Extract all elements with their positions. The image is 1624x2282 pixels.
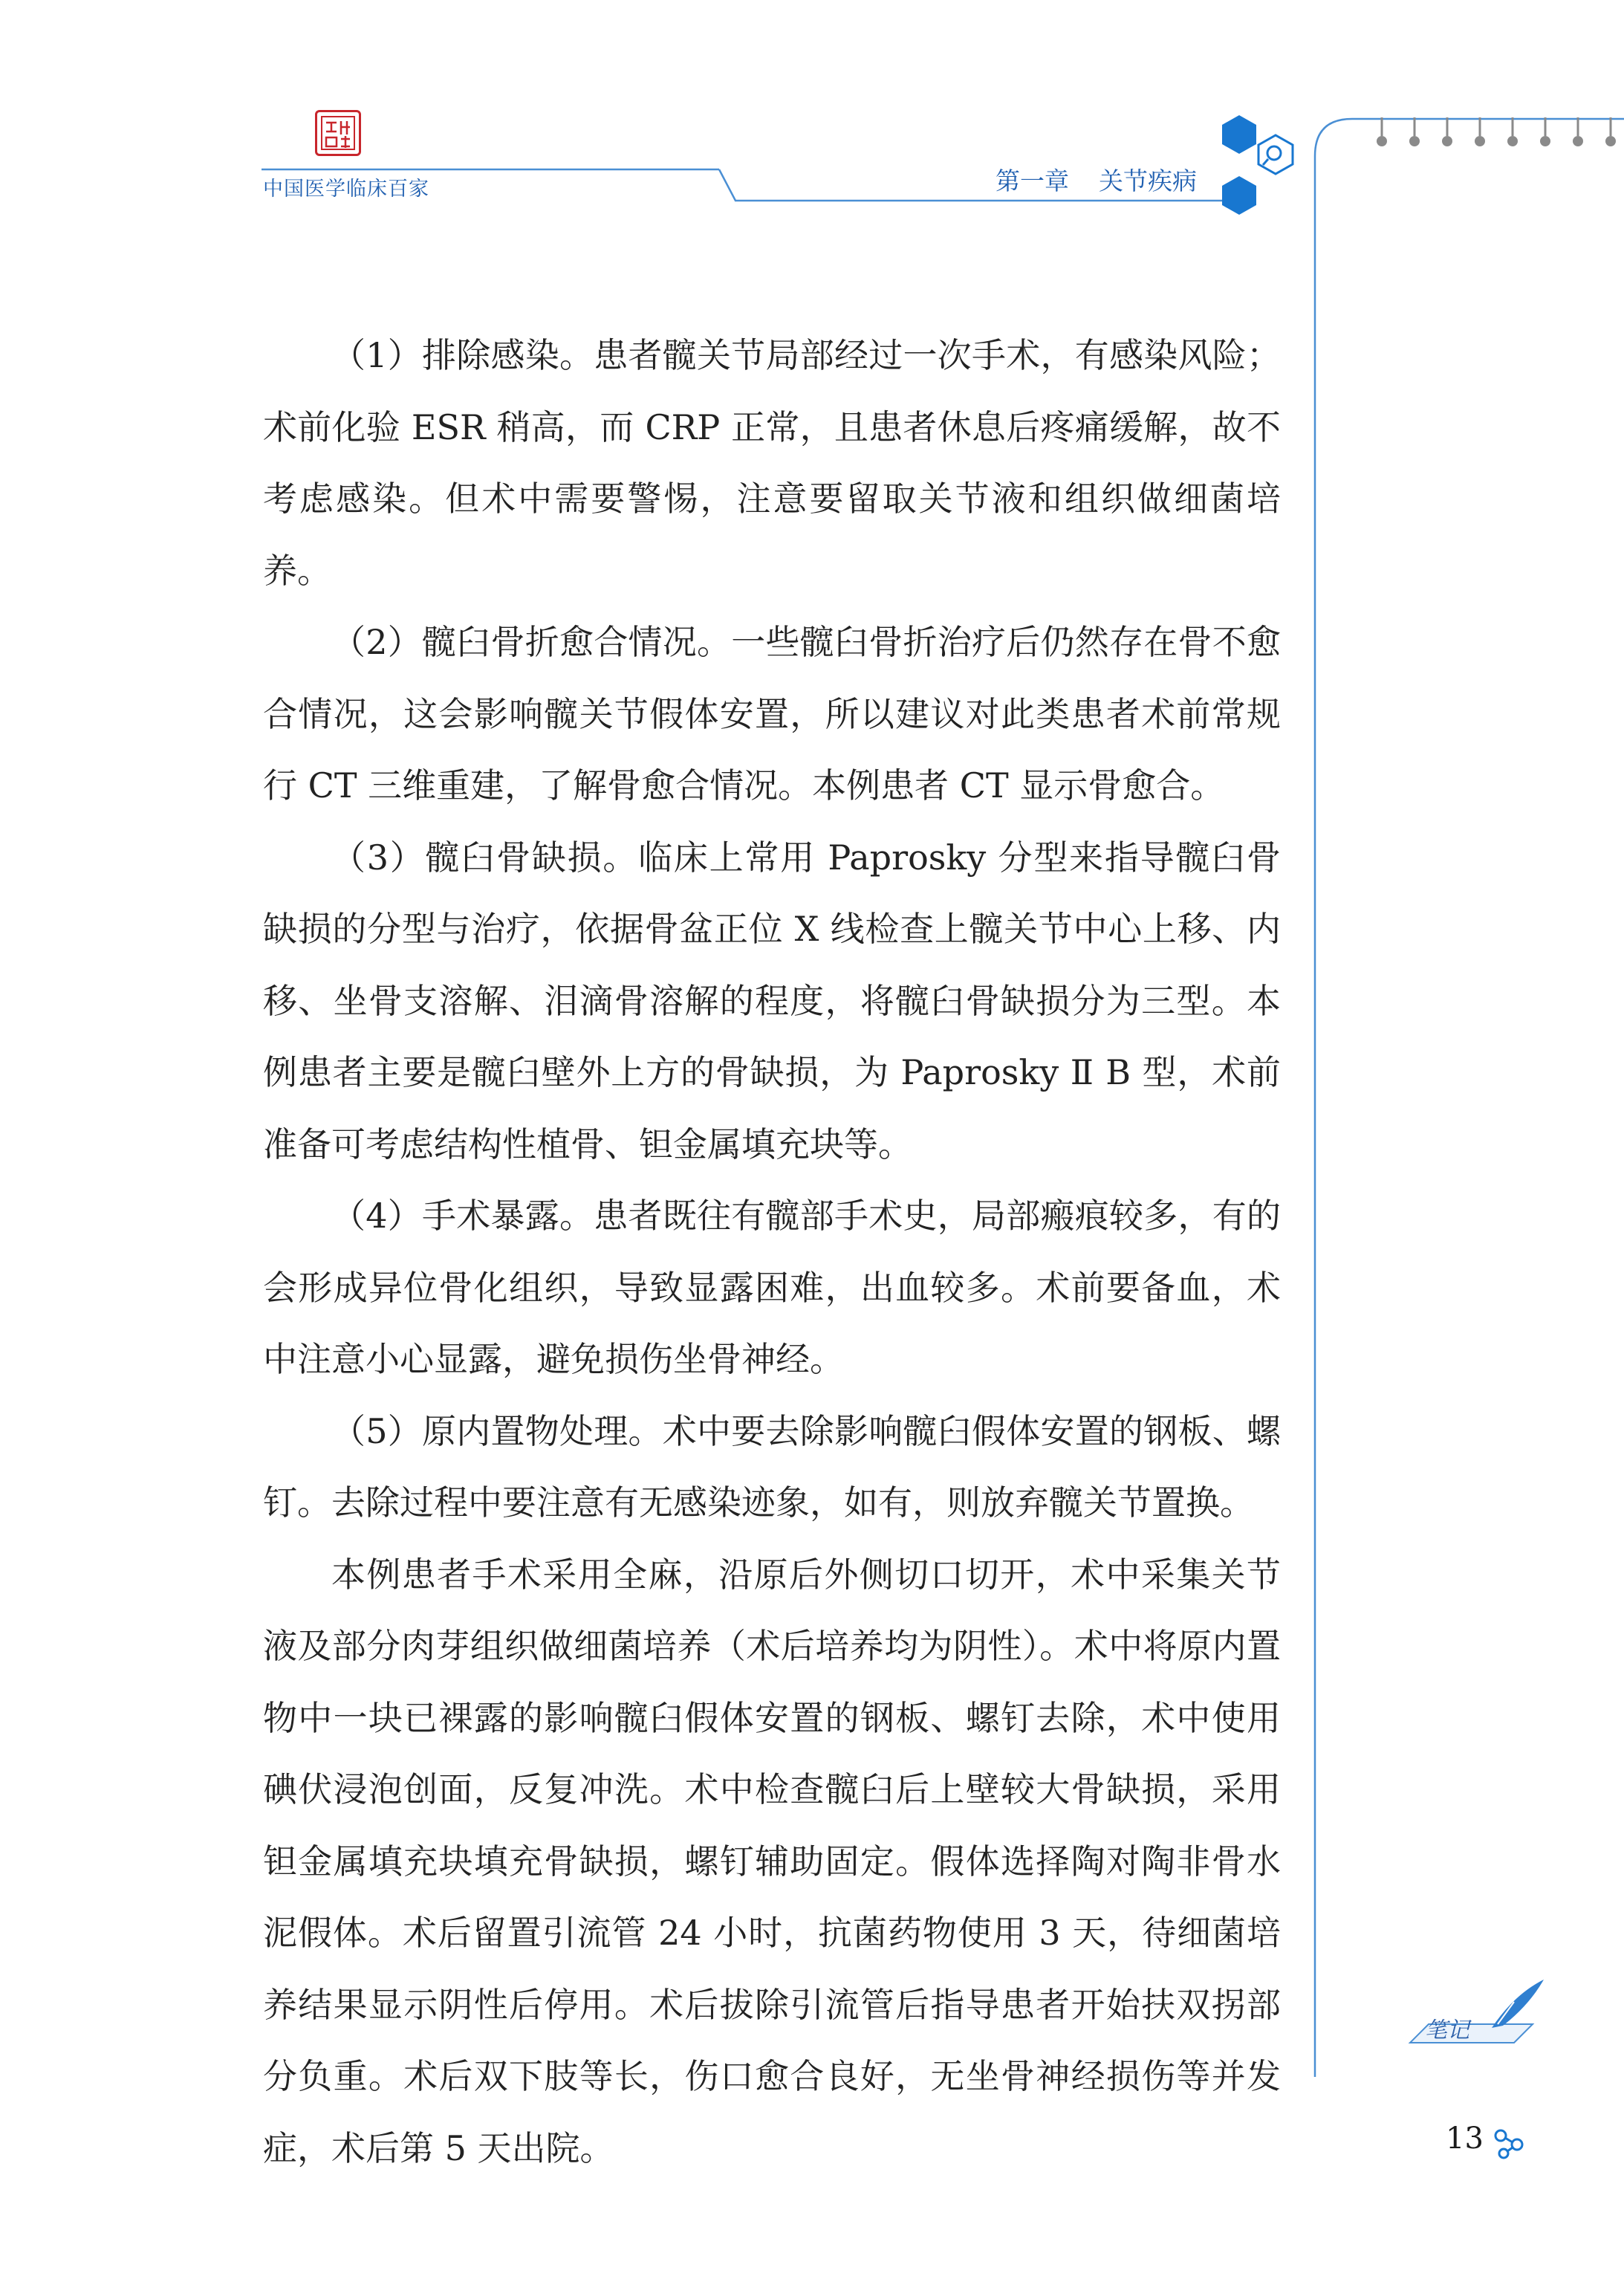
body-text <box>263 320 1281 2184</box>
paragraph-infection: （1）排除感染。患者髋关节局部经过一次手术，有感染风险；术前化验 ESR 稍高，而 CRP 正常，且患者休息后疼痛缓解，故不考虑感染。但术中需要警惕，注意要留取关节液和组织做细菌培养。 <box>263 335 1281 591</box>
chapter-number: 第一章 <box>995 166 1069 195</box>
notes-badge <box>1403 1972 1551 2061</box>
paragraph-bone-defect: （3）髋臼骨缺损。临床上常用 Paprosky 分型来指导髋臼骨缺损的分型与治疗，依据骨盆正位 X 线检查上髋关节中心上移、内移、坐骨支溶解、泪滴骨溶解的程度，将髋臼骨缺损分为三型。本例患者主要是髋臼壁外上方的骨缺损，为 Paprosky Ⅱ B 型，术前准备可考虑结构性植骨、钽金属填充块等。 <box>263 837 1281 1164</box>
page-number: 13 <box>1446 2121 1484 2156</box>
paragraph-case-surgery: 本例患者手术采用全麻，沿原后外侧切口切开，术中采集关节液及部分肉芽组织做细菌培养（术后培养均为阴性）。术中将原内置物中一块已裸露的影响髋臼假体安置的钢板、螺钉去除，术中使用碘伏浸泡创面，反复冲洗。术中检查髋臼后上壁较大骨缺损，采用钽金属填充块填充骨缺损，螺钉辅助固定。假体选择陶对陶非骨水泥假体。术后留置引流管 24 小时，抗菌药物使用 3 天，待细菌培养结果显示阴性后停用。术后拔除引流管后指导患者开始扶双拐部分负重。术后双下肢等长，伤口愈合良好，无坐骨神经损伤等并发症，术后第 5 天出院。 <box>263 1554 1281 2168</box>
brand-name: 中国医学临床百家 <box>263 178 429 201</box>
chapter-heading <box>995 162 1197 197</box>
notes-label: 笔记 <box>1425 2017 1469 2043</box>
chapter-title: 关节疾病 <box>1099 166 1197 195</box>
share-nodes-icon <box>1493 2127 1526 2159</box>
page-header <box>0 0 1624 245</box>
notes-pen-icon <box>1403 1972 1551 2061</box>
paragraph-surgical-exposure: （4）手术暴露。患者既往有髋部手术史，局部瘢痕较多，有的会形成异位骨化组织，导致显露困难，出血较多。术前要备血，术中注意小心显露，避免损伤坐骨神经。 <box>263 1196 1281 1379</box>
paragraph-implant-removal: （5）原内置物处理。术中要去除影响髋臼假体安置的钢板、螺钉。去除过程中要注意有无感染迹象，如有，则放弃髋关节置换。 <box>263 1410 1281 1523</box>
paragraph-fracture-healing: （2）髋臼骨折愈合情况。一些髋臼骨折治疗后仍然存在骨不愈合情况，这会影响髋关节假体安置，所以建议对此类患者术前常规行 CT 三维重建，了解骨愈合情况。本例患者 CT 显示骨愈合。 <box>263 622 1281 805</box>
